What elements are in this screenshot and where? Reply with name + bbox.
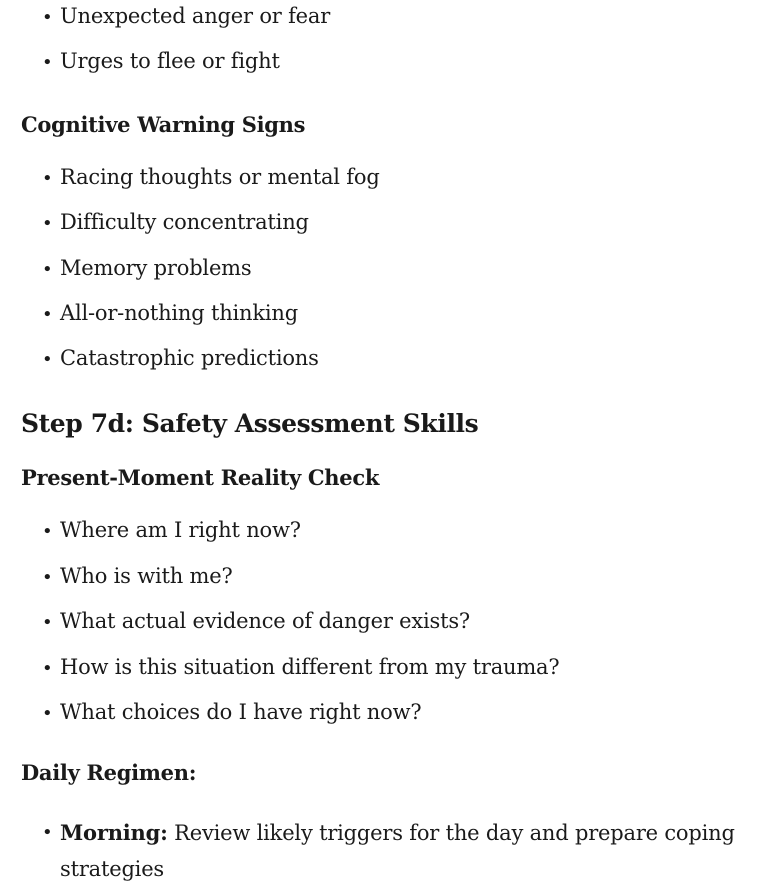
bullet-icon: • [42,567,53,588]
list-item-body: Review likely triggers for the day and prepare coping strategies [60,821,735,881]
list-item-text: What choices do I have right now? [60,700,422,724]
list-item-text: Who is with me? [60,564,233,588]
list-item [42,343,319,375]
bullet-icon: • [42,7,53,28]
list-item [42,46,280,78]
list-item-text: Where am I right now? [60,518,301,542]
list-item [42,298,298,330]
list-item [42,207,309,239]
list-item-text: Racing thoughts or mental fog [60,165,380,189]
bullet-icon: • [42,259,53,280]
list-item [42,162,380,194]
list-item [42,652,559,684]
list-item [42,515,301,547]
bullet-icon: • [42,349,53,370]
list-item [42,697,421,729]
list-item-text: Urges to flee or fight [60,49,280,73]
bullet-icon: • [42,168,53,189]
list-item [42,1,330,33]
list-item [42,815,742,887]
list-item [42,606,470,638]
section-heading-cognitive-warning-signs: Cognitive Warning Signs [21,112,306,137]
bullet-icon: • [42,612,53,633]
bullet-icon: • [42,822,53,843]
list-item-text: All-or-nothing thinking [60,301,298,325]
list-item-text: Catastrophic predictions [60,346,319,370]
bullet-icon: • [42,658,53,679]
list-item-label: Morning: [60,820,168,845]
list-item-text: What actual evidence of danger exists? [60,609,470,633]
list-item [42,253,251,285]
bullet-icon: • [42,703,53,724]
step-heading: Step 7d: Safety Assessment Skills [21,409,479,438]
list-item-text: How is this situation different from my trauma? [60,655,560,679]
bullet-icon: • [42,304,53,325]
bullet-icon: • [42,213,53,234]
list-item-text: Unexpected anger or fear [60,4,331,28]
bullet-icon: • [42,52,53,73]
list-item [42,561,233,593]
list-item-text: Difficulty concentrating [60,210,309,234]
list-item-text: Memory problems [60,256,252,280]
section-heading-daily-regimen: Daily Regimen: [21,760,197,785]
bullet-icon: • [42,521,53,542]
section-heading-reality-check: Present-Moment Reality Check [21,465,380,490]
list-item-text [42,815,742,887]
